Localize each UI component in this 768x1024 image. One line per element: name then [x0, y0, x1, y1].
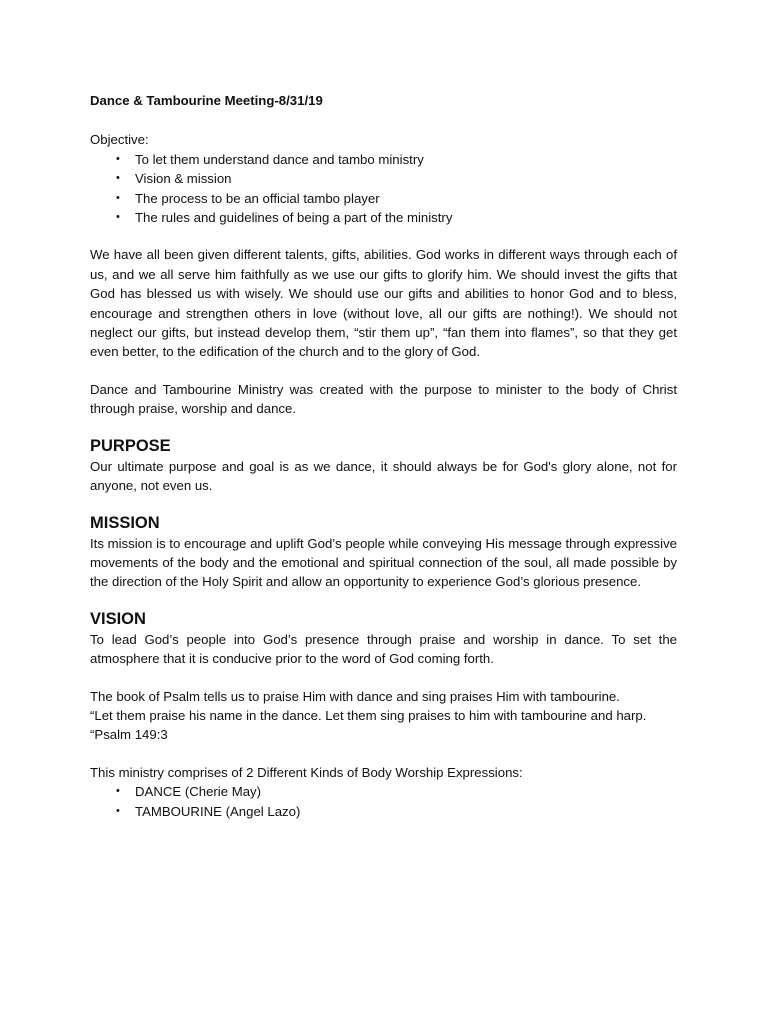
mission-heading: MISSION	[90, 513, 160, 532]
objective-label: Objective:	[90, 132, 149, 148]
list-item-text: The rules and guidelines of being a part of the ministry	[135, 210, 453, 226]
ministry-paragraph: Dance and Tambourine Ministry was created with the purpose to minister to the body of Christ through praise, worship and dance.	[90, 381, 677, 417]
list-item	[90, 208, 677, 227]
bullet-icon: •	[116, 191, 120, 204]
list-item	[90, 169, 677, 188]
vision-heading: VISION	[90, 609, 146, 628]
bullet-icon: •	[116, 804, 120, 817]
expressions-label: This ministry comprises of 2 Different Kinds of Body Worship Expressions:	[90, 764, 523, 780]
mission-paragraph: Its mission is to encourage and uplift God’s people while conveying His message through expressive movements of the body and the emotional and spiritual connection of the soul, all made possible by the direction of the Holy Spirit and allow an opportunity to experience God’s glorious presence.	[90, 535, 677, 590]
bullet-icon: •	[116, 172, 120, 185]
document-body	[90, 91, 677, 821]
list-item	[90, 782, 677, 801]
vision-paragraph: To lead God’s people into God’s presence through praise and worship in dance. To set the atmosphere that it is conducive prior to the word of God coming forth.	[90, 631, 677, 667]
page-title: Dance & Tambourine Meeting-8/31/19	[90, 93, 323, 108]
psalm-reference: “Psalm 149:3	[90, 727, 168, 743]
list-item	[90, 150, 677, 169]
list-item	[90, 189, 677, 208]
list-item-text: DANCE (Cherie May)	[135, 784, 262, 800]
psalm-line: The book of Psalm tells us to praise Him with dance and sing praises Him with tambourine.	[90, 688, 620, 704]
list-item-text: Vision & mission	[135, 171, 232, 187]
list-item-text: TAMBOURINE (Angel Lazo)	[135, 803, 301, 819]
list-item-text: The process to be an official tambo player	[135, 190, 380, 206]
purpose-paragraph: Our ultimate purpose and goal is as we dance, it should always be for God's glory alone, not for anyone, not even us.	[90, 458, 677, 494]
bullet-icon: •	[116, 211, 120, 224]
list-item-text: To let them understand dance and tambo ministry	[135, 151, 424, 167]
bullet-icon: •	[116, 152, 120, 165]
psalm-quote: “Let them praise his name in the dance. Let them sing praises to him with tambourine and harp.	[90, 707, 647, 723]
purpose-heading: PURPOSE	[90, 436, 171, 455]
bullet-icon: •	[116, 785, 120, 798]
list-item	[90, 802, 677, 821]
objective-list	[90, 150, 677, 228]
intro-paragraph: We have all been given different talents, gifts, abilities. God works in different ways through each of us, and we all serve him faithfully as we use our gifts to glorify him. We should invest the gifts that God has blessed us with wisely. We should use our gifts and abilities to honor God and to bless, encourage and strengthen others in love (without love, all our gifts are nothing!). We should not neglect our gifts, but instead develop them, “stir them up”, “fan them into flames”, so that they get even better, to the edification of the church and to the glory of God.	[90, 247, 677, 360]
expressions-list	[90, 782, 677, 821]
